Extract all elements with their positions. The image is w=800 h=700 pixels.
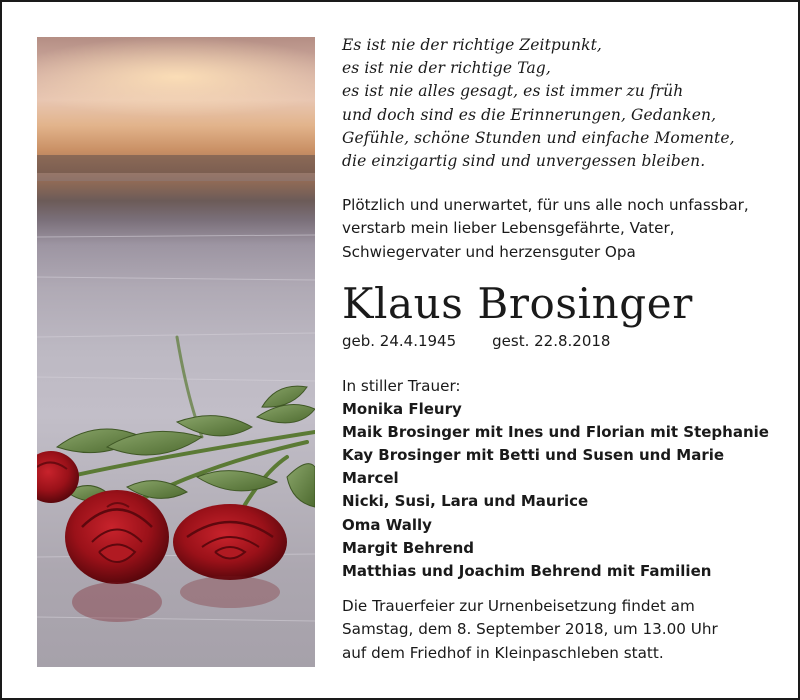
announcement — [342, 194, 782, 264]
mourning-heading: In stiller Trauer: — [342, 376, 461, 395]
mourner: Maik Brosinger mit Ines und Florian mit Stephanie — [342, 422, 769, 441]
mourners-list — [342, 398, 782, 584]
announcement-line: verstarb mein lieber Lebensgefährte, Vater, — [342, 219, 675, 238]
mourner: Kay Brosinger mit Betti und Susen und Marie — [342, 445, 725, 464]
poem-line: es ist nie der richtige Tag, — [342, 59, 551, 78]
mourner: Matthias und Joachim Behrend mit Familien — [342, 561, 712, 580]
roses-illustration — [37, 37, 315, 667]
ceremony-line: Samstag, dem 8. September 2018, um 13.00 Uhr — [342, 620, 718, 639]
announcement-line: Plötzlich und unerwartet, für uns alle noch unfassbar, — [342, 196, 749, 215]
poem-line: Gefühle, schöne Stunden und einfache Momente, — [342, 128, 735, 147]
mourner: Margit Behrend — [342, 538, 474, 557]
birth-date: geb. 24.4.1945 — [342, 331, 457, 350]
poem-line: die einzigartig sind und unvergessen bleiben. — [342, 152, 706, 171]
mourner: Monika Fleury — [342, 399, 462, 418]
ceremony-line: Die Trauerfeier zur Urnenbeisetzung findet am — [342, 597, 695, 616]
poem-line: und doch sind es die Erinnerungen, Gedanken, — [342, 105, 717, 124]
poem-line: Es ist nie der richtige Zeitpunkt, — [342, 36, 602, 54]
life-dates — [342, 330, 782, 352]
ceremony-line: auf dem Friedhof in Kleinpaschleben statt. — [342, 643, 664, 662]
mourner: Nicki, Susi, Lara und Maurice — [342, 492, 589, 511]
poem-line: es ist nie alles gesagt, es ist immer zu früh — [342, 82, 684, 101]
deceased-name: Klaus Brosinger — [342, 278, 693, 328]
poem — [342, 34, 782, 173]
roses-on-water-photo — [37, 37, 315, 667]
obituary-text — [342, 34, 782, 665]
announcement-line: Schwiegervater und herzensguter Opa — [342, 242, 636, 261]
ceremony-info — [342, 595, 782, 665]
mourner: Marcel — [342, 469, 399, 488]
death-date: gest. 22.8.2018 — [492, 331, 611, 350]
mourner: Oma Wally — [342, 515, 432, 534]
